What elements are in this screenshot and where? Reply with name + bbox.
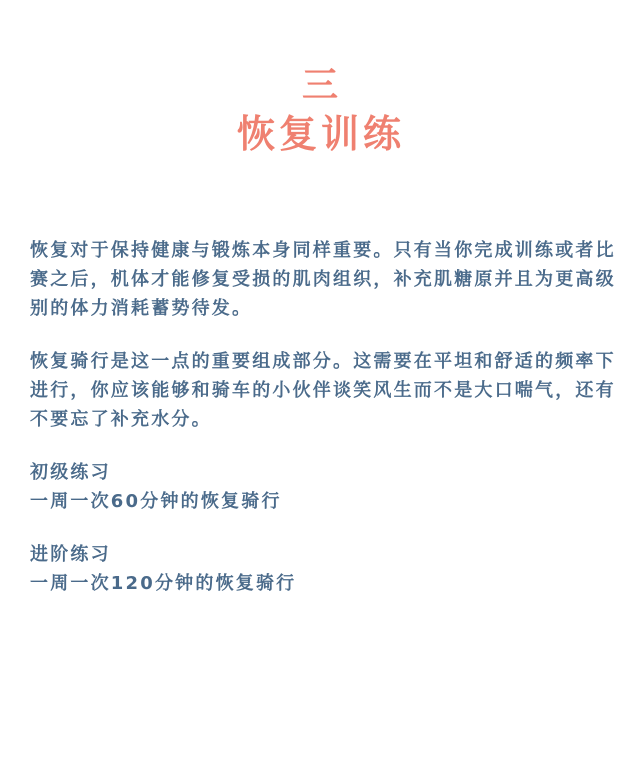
article-body [30, 236, 616, 622]
paragraph-intro: 恢复对于保持健康与锻炼本身同样重要。只有当你完成训练或者比赛之后，机体才能修复受损的肌肉组织，补充肌糖原并且为更高级别的体力消耗蓄势待发。 [30, 240, 616, 319]
section-title: 恢复训练 [236, 112, 405, 156]
plan-level-label: 初级练习 [30, 462, 111, 483]
plan-level-label: 进阶练习 [30, 544, 111, 565]
paragraph-recovery-ride: 恢复骑行是这一点的重要组成部分。这需要在平坦和舒适的频率下进行，你应该能够和骑车的小伙伴谈笑风生而不是大口喘气，还有不要忘了补充水分。 [30, 351, 616, 430]
plan-detail: 一周一次60分钟的恢复骑行 [30, 491, 282, 512]
plan-detail: 一周一次120分钟的恢复骑行 [30, 573, 297, 594]
section-number: 三 [301, 65, 340, 106]
plan-advanced [30, 540, 616, 598]
section-header [0, 64, 642, 158]
plan-beginner [30, 458, 616, 516]
